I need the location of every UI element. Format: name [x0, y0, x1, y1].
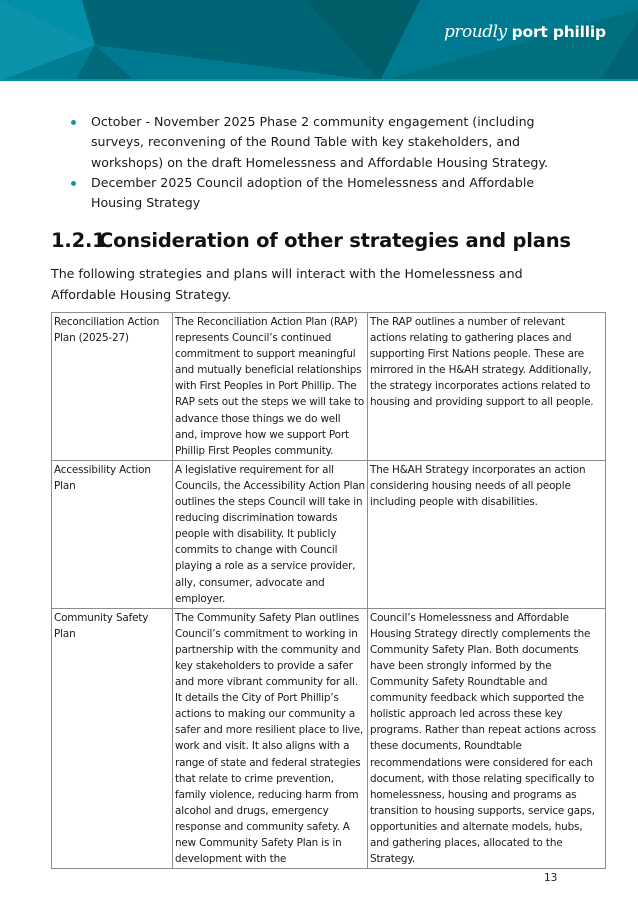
section-intro: The following strategies and plans will interact with the Homelessness and Affordable Housing Strategy.	[51, 266, 523, 302]
section-number: 1.2.1	[51, 229, 106, 252]
plan-name-cell: Community Safety Plan	[52, 608, 173, 869]
plan-relationship-cell: The H&AH Strategy incorporates an action considering housing needs of all people including people with disabilities.	[368, 460, 606, 608]
list-item	[68, 173, 588, 214]
brand-logo-script: proudly	[444, 22, 507, 42]
table-row	[52, 460, 606, 608]
table-row	[52, 608, 606, 869]
table-row	[52, 313, 606, 461]
section-title: Consideration of other strategies and plans	[99, 229, 571, 252]
bullet-icon	[71, 181, 76, 186]
banner-bottom-rule	[0, 79, 638, 81]
plan-description-cell: The Reconciliation Action Plan (RAP) represents Council’s continued commitment to support meaningful and mutually beneficial relationships with First Peoples in Port Phillip. The RAP sets out the steps we will take to advance those things we do well and, improve how we support Port Phillip First Peoples community.	[173, 313, 368, 461]
list-item	[68, 112, 588, 173]
list-item-text: December 2025 Council adoption of the Homelessness and Affordable Housing Strategy	[91, 174, 535, 211]
strategies-table	[51, 312, 606, 869]
page-number: 13	[544, 872, 558, 884]
plan-name-cell: Accessibility Action Plan	[52, 460, 173, 608]
section-heading	[51, 229, 571, 252]
header-banner	[0, 0, 638, 81]
plan-description-cell: The Community Safety Plan outlines Council’s commitment to working in partnership with the community and key stakeholders to provide a safer and more vibrant community for all. It details the City of Port Phillip’s actions to making our community a safer and more resilient place to live, work and visit. It also aligns with a range of state and federal strategies that relate to crime prevention, family violence, reducing harm from alcohol and drugs, emergency response and community safety. A new Community Safety Plan is in development with the	[173, 608, 368, 869]
bullet-icon	[71, 120, 76, 125]
list-item-text: October - November 2025 Phase 2 community engagement (including surveys, reconvening of the Round Table with key stakeholders, and workshops) on the draft Homelessness and Affordable Housing Strategy.	[91, 114, 548, 170]
plan-relationship-cell: The RAP outlines a number of relevant actions relating to gathering places and supporting First Nations people. These are mirrored in the H&AH strategy. Additionally, the strategy incorporates actions related to housing and providing support to all people.	[368, 313, 606, 461]
timeline-bullet-list	[68, 112, 588, 213]
plan-name-cell: Reconciliation Action Plan (2025-27)	[52, 313, 173, 461]
brand-logo	[444, 22, 606, 42]
plan-description-cell: A legislative requirement for all Councils, the Accessibility Action Plan outlines the steps Council will take in reducing discrimination towards people with disability. It publicly commits to change with Council playing a role as a service provider, ally, consumer, advocate and employer.	[173, 460, 368, 608]
brand-logo-wordmark: port phillip	[511, 23, 606, 41]
plan-relationship-cell: Council’s Homelessness and Affordable Housing Strategy directly complements the Community Safety Plan. Both documents have been strongly informed by the Community Safety Roundtable and community feedback which supported the holistic approach led across these key programs. Rather than repeat actions across these documents, Roundtable recommendations were considered for each document, with those relating specifically to homelessness, housing and programs as transition to housing supports, service gaps, opportunities and alternate models, hubs, and gathering places, allocated to the Strategy.	[368, 608, 606, 869]
